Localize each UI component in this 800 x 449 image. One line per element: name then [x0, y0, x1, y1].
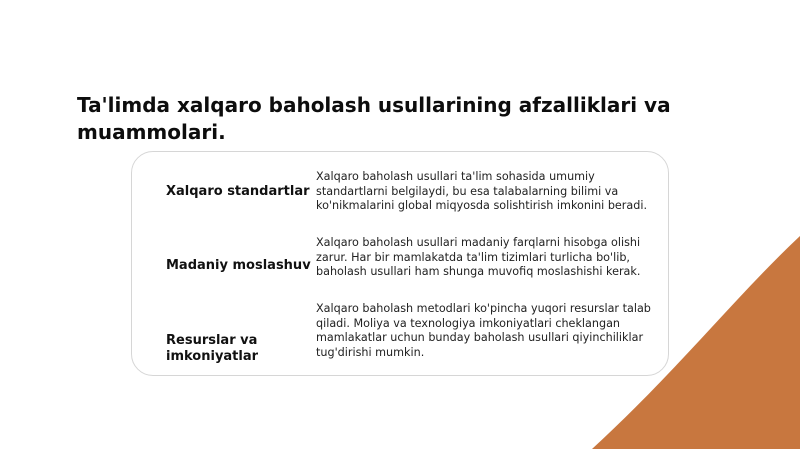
slide-title: Ta'limda xalqaro baholash usullarining afzalliklari va muammolari. [77, 93, 671, 144]
row-description: Xalqaro baholash metodlari ko'pincha yuqori resurslar talab qiladi. Moliya va texnologiya imkoniyatlari cheklangan mamlakatlar uchun bunday baholash usullari qiyinchiliklar tug'dirishi mumkin. [316, 302, 651, 359]
info-card [131, 151, 669, 376]
row-description: Xalqaro baholash usullari madaniy farqlarni hisobga olishi zarur. Har bir mamlakatda ta'lim tizimlari turlicha bo'lib, baholash usullari ham shunga muvofiq moslashishi kerak. [316, 236, 641, 278]
row-label: Xalqaro standartlar [166, 184, 310, 199]
row-label: Resurslar va imkoniyatlar [166, 333, 259, 364]
row-description: Xalqaro baholash usullari ta'lim sohasida umumiy standartlarni belgilaydi, bu esa talabalarning bilimi va ko'nikmalarini global miqyosda solishtirish imkonini beradi. [316, 170, 648, 212]
row-label: Madaniy moslashuv [166, 258, 311, 273]
